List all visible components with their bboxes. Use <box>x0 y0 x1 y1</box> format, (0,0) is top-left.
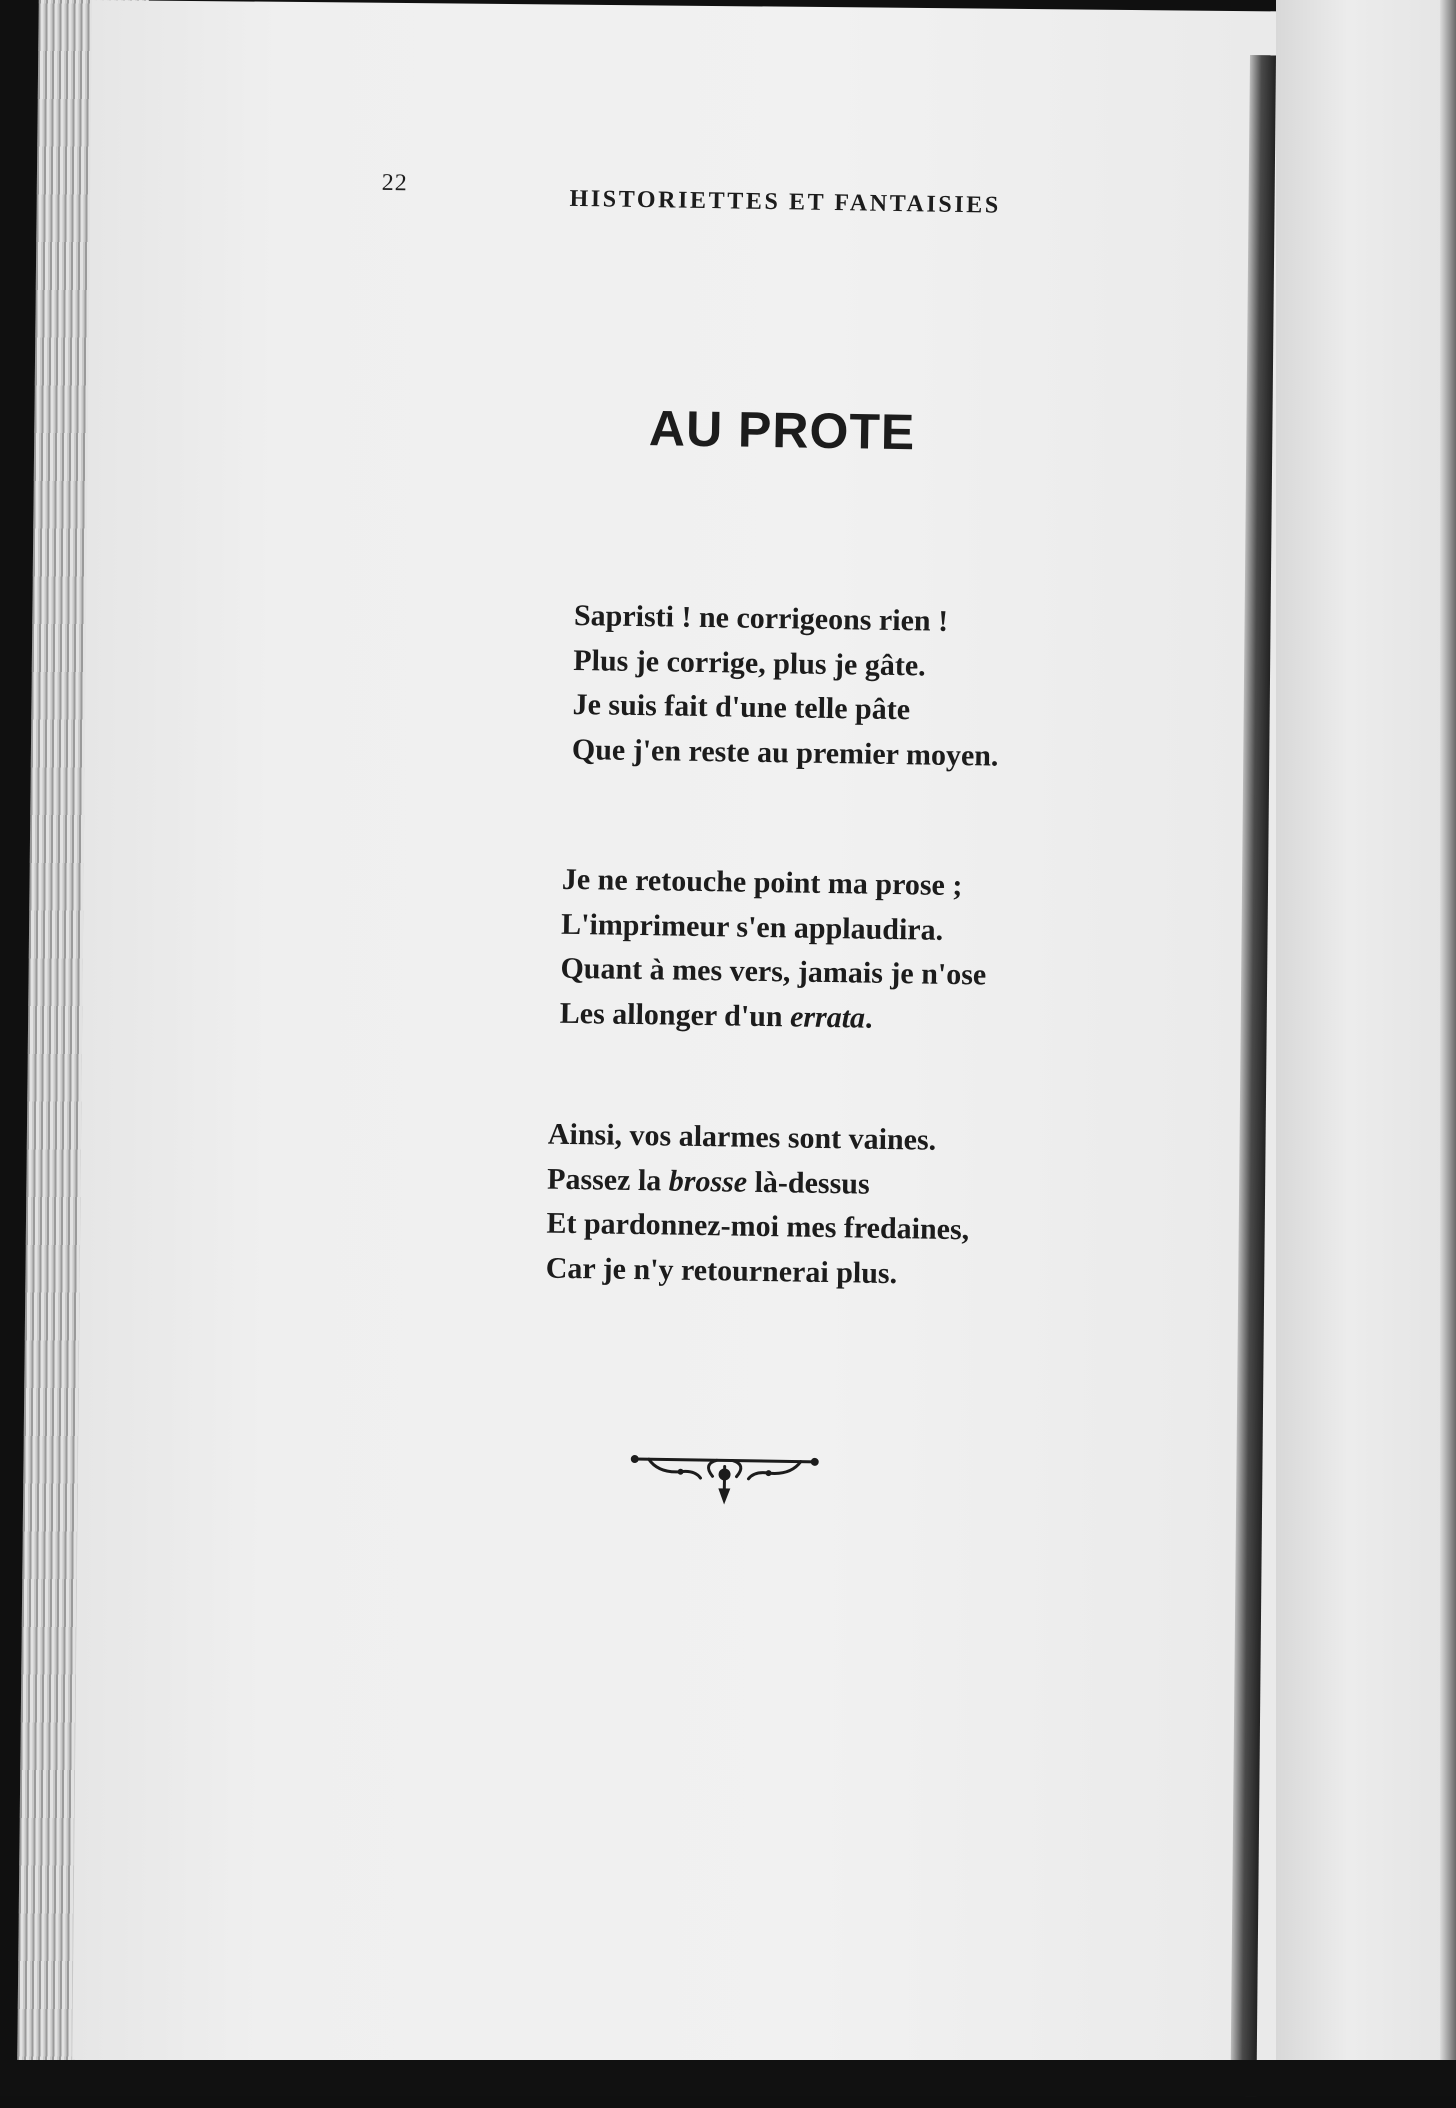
italic-word: brosse <box>668 1164 748 1199</box>
stanza-2 <box>559 858 988 1043</box>
verse-line: Je suis fait d'une telle pâte <box>572 687 911 727</box>
verse-text: Les allonger d'un <box>559 996 791 1033</box>
stanza-3 <box>545 1113 971 1298</box>
stanza-1 <box>572 594 1001 779</box>
italic-word: errata <box>789 999 866 1035</box>
poem-title: AU PROTE <box>648 400 916 461</box>
verse-line: Sapristi ! ne corrigeons rien ! <box>573 598 949 638</box>
verse-line <box>547 1157 970 1208</box>
verse-text: Passez la <box>546 1162 670 1198</box>
verse-line: L'imprimeur s'en applaudira. <box>560 907 944 947</box>
verse-line: Plus je corrige, plus je gâte. <box>573 643 926 683</box>
verse-line: Quant à mes vers, jamais je n'ose <box>560 951 987 992</box>
verse-line: Je ne retouche point ma prose ; <box>561 862 963 903</box>
running-head: HISTORIETTES ET FANTAISIES <box>569 185 1002 219</box>
verse-line: Que j'en reste au premier moyen. <box>571 732 999 773</box>
verse-line: Et pardonnez-moi mes fredaines, <box>546 1206 970 1247</box>
fleuron-ornament-icon <box>628 1447 821 1512</box>
page-number: 22 <box>381 169 408 197</box>
verse-line: Ainsi, vos alarmes sont vaines. <box>547 1117 937 1157</box>
verse-text: là-dessus <box>746 1165 870 1201</box>
verse-line: Car je n'y retournerai plus. <box>545 1251 898 1290</box>
verse-text: . <box>864 1001 873 1035</box>
verse-line <box>559 991 985 1042</box>
